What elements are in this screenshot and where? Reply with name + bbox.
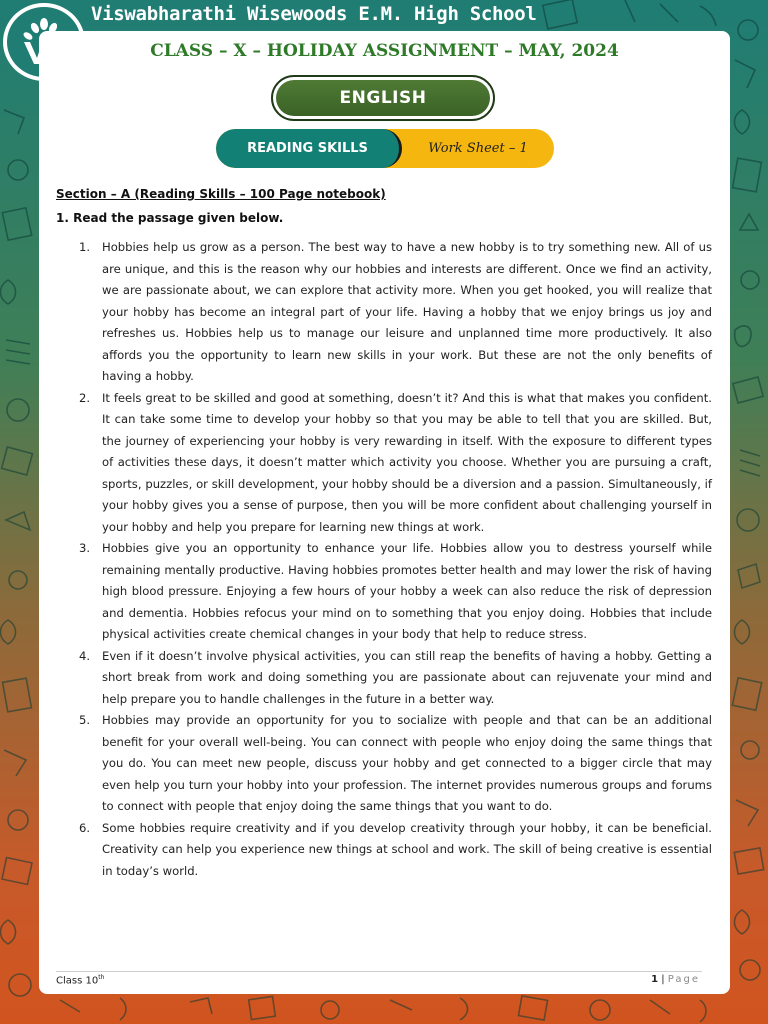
paragraph-number: 2. <box>79 390 91 405</box>
footer-divider <box>56 971 702 972</box>
footer-class-suffix: th <box>98 974 105 981</box>
passage-paragraph <box>79 646 712 711</box>
footer-class <box>56 974 104 986</box>
question-instruction: 1. Read the passage given below. <box>56 211 284 225</box>
paragraph-number: 1. <box>79 240 91 254</box>
passage-paragraph <box>79 538 712 646</box>
subject-label: ENGLISH <box>276 80 490 116</box>
paragraph-text: Some hobbies require creativity and if you develop creativity through your hobby, it can be beneficial. Creativity can help you experience new things at school and work. The skill of being creative is essential in today’s world. <box>102 820 712 878</box>
worksheet-number-label: Work Sheet – 1 <box>428 141 528 156</box>
paragraph-number: 3. <box>79 541 91 555</box>
paragraph-number: 4. <box>79 648 91 663</box>
reading-skills-label: READING SKILLS <box>216 129 402 168</box>
paragraph-text: Even if it doesn’t involve physical activities, you can still reap the benefits of having a hobby. Getting a short break from work and doing something you are passionate about can rejuvenate your mind and help prepare you to handle challenges in the future in a better way. <box>102 648 712 706</box>
footer-page-number <box>651 974 700 985</box>
page-separator: | <box>658 974 668 985</box>
page-number: 1 <box>651 974 659 985</box>
paragraph-text: It feels great to be skilled and good at something, doesn’t it? And this is what that makes you confident. It can take some time to develop your hobby so that you may be able to tell that you are skilled. But, the journey of experiencing your hobby is very rewarding in itself. With the exposure to different types of activities these days, it doesn’t matter which activity you choose. Whether you are pursuing a craft, sports, puzzles, or skill development, your hobby should be a diversion and a passion. Simultaneously, if your hobby gives you a sense of purpose, then you will be more confident about challenging yourself in your hobby and help you prepare for learning new things at work. <box>102 390 712 534</box>
paragraph-text: Hobbies may provide an opportunity for you to socialize with people and that can be an additional benefit for your overall well-being. You can connect with people who enjoy doing the same things that you do. You can meet new people, discuss your hobby and get connected to a bigger circle that may even help you turn your hobby into your profession. The internet provides numerous groups and forums to connect with people that enjoy doing the same things that you want to do. <box>102 713 712 813</box>
paragraph-number: 5. <box>79 713 91 727</box>
subject-banner <box>271 75 495 121</box>
page-label: Page <box>667 974 700 985</box>
paragraph-text: Hobbies give you an opportunity to enhance your life. Hobbies allow you to destress yourself while remaining mentally productive. Having hobbies promotes better health and may lower the risk of having high blood pressure. Enjoying a few hours of your hobby a week can also reduce the risk of depression and dementia. Hobbies refocus your mind on to something that you enjoy doing. Hobbies that include physical activities create chemical changes in your body that help to reduce stress. <box>102 541 712 641</box>
section-heading: Section – A (Reading Skills – 100 Page notebook) <box>56 187 386 201</box>
assignment-title: CLASS – X – HOLIDAY ASSIGNMENT – MAY, 2024 <box>150 41 619 61</box>
passage-list <box>79 237 712 882</box>
school-name: Viswabharathi Wisewoods E.M. High School <box>91 3 537 25</box>
worksheet-page <box>39 31 730 994</box>
passage-paragraph <box>79 710 712 818</box>
paragraph-number: 6. <box>79 820 91 835</box>
skills-banner <box>216 129 554 168</box>
passage-paragraph <box>79 388 712 539</box>
passage-paragraph <box>79 818 712 883</box>
passage-paragraph <box>79 237 712 388</box>
footer-class-label: Class 10 <box>56 975 99 987</box>
paragraph-text: Hobbies help us grow as a person. The best way to have a new hobby is to try something new. All of us are unique, and this is the reason why our hobbies and interests are different. Once we find an activity, we are passionate about, we can explore that activity more. When you get hooked, you will realize that your hobby has become an integral part of your life. Having a hobby that we enjoy brings us joy and refreshes us. Hobbies help us to manage our leisure and unplanned time more productively. It also affords you the opportunity to learn new skills in your work. But these are not the only benefits of having a hobby. <box>102 240 712 383</box>
